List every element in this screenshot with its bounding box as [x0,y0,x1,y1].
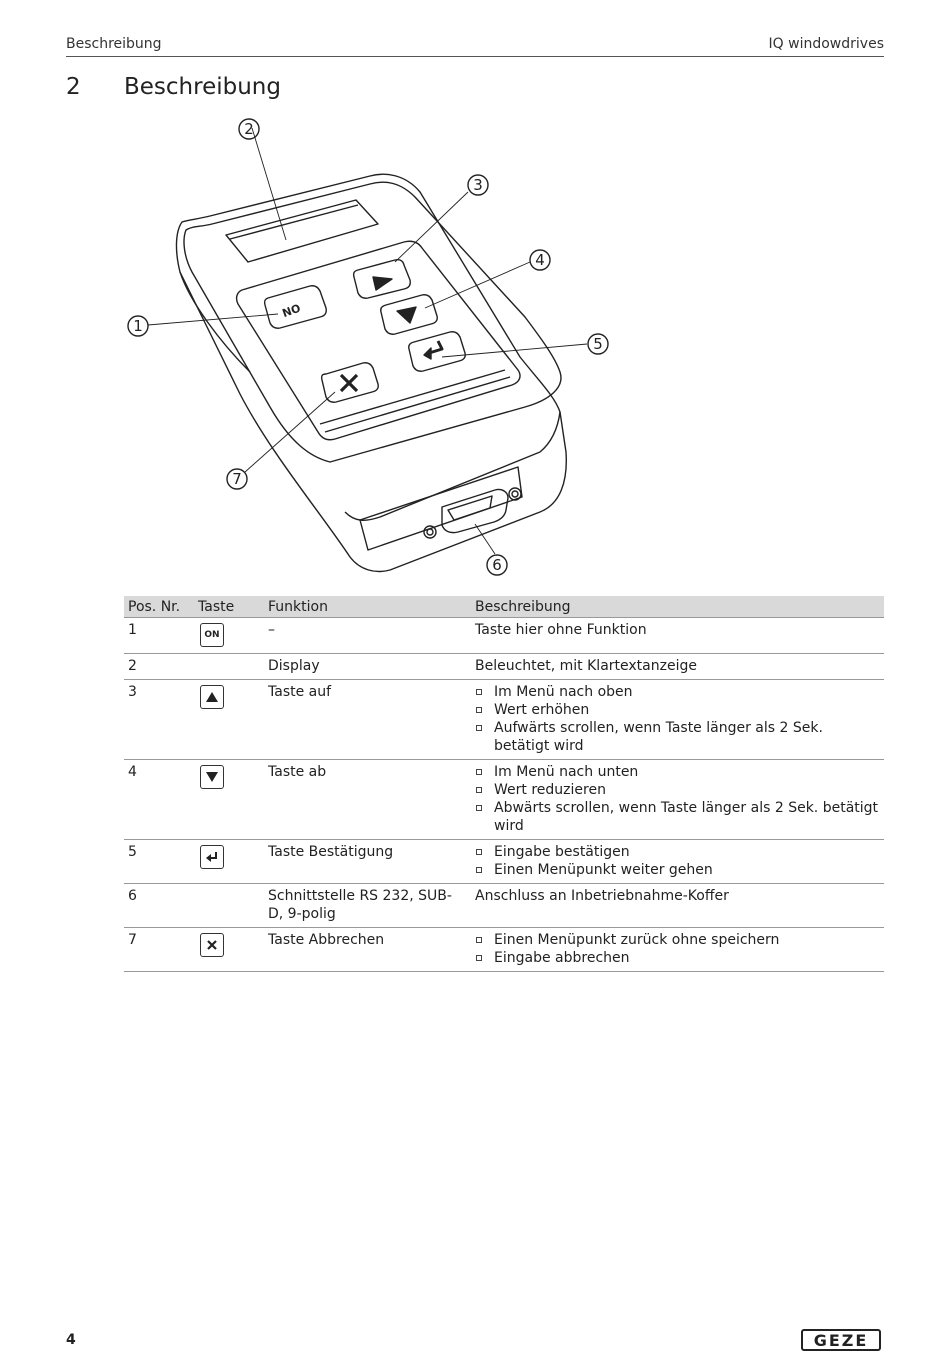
up-button-drawing [354,260,411,299]
row-function: – [264,618,471,654]
list-item: Wert erhöhen [475,701,880,719]
header-function: Funktion [264,596,471,618]
down-arrow-key-icon [200,765,224,789]
sub-d-connector [442,489,508,532]
page-header [66,34,884,57]
enter-key-icon [200,845,224,869]
row-function: Taste auf [264,680,471,760]
callout-5: 5 [593,335,603,353]
keypad-panel [237,241,520,439]
list-item: Im Menü nach unten [475,763,880,781]
row-function: Taste ab [264,760,471,840]
row-pos: 2 [124,654,194,680]
up-arrow-key-icon [200,685,224,709]
geze-logo [801,1329,881,1351]
row-function: Taste Bestätigung [264,840,471,884]
row-description-list [475,843,880,879]
list-item: Eingabe bestätigen [475,843,880,861]
row-pos: 3 [124,680,194,760]
list-item: Im Menü nach oben [475,683,880,701]
row-pos: 4 [124,760,194,840]
row-function: Display [264,654,471,680]
callout-4: 4 [535,251,545,269]
table-row [124,840,884,884]
row-pos: 1 [124,618,194,654]
list-item: Wert reduzieren [475,781,880,799]
callout-6: 6 [492,556,502,574]
row-description-list [475,683,880,755]
table-row [124,654,884,680]
row-pos: 7 [124,928,194,972]
list-item: Aufwärts scrollen, wenn Taste länger als 2 Sek. betätigt wird [475,719,880,755]
row-description: Anschluss an Inbetriebnahme-Koffer [471,884,884,928]
section-title: Beschreibung [124,74,281,100]
on-button-text: ON [280,300,303,320]
row-description-list [475,931,880,967]
key-function-table [124,596,884,972]
list-item: Einen Menüpunkt weiter gehen [475,861,880,879]
page-number: 4 [66,1332,76,1348]
on-key-icon: ON [200,623,224,647]
on-button-drawing [265,286,327,329]
row-description-list [475,763,880,835]
row-description: Taste hier ohne Funktion [471,618,884,654]
device-illustration [120,112,640,590]
row-function: Schnittstelle RS 232, SUB-D, 9-polig [264,884,471,928]
section-number: 2 [66,74,81,100]
row-pos: 5 [124,840,194,884]
table-row [124,680,884,760]
list-item: Einen Menüpunkt zurück ohne speichern [475,931,880,949]
header-product-name: IQ windowdrives [768,36,884,52]
cancel-key-icon [200,933,224,957]
header-section-name: Beschreibung [66,36,162,52]
table-row [124,760,884,840]
callout-7: 7 [232,470,242,488]
down-button-drawing [381,295,438,335]
table-header-row [124,596,884,618]
header-pos: Pos. Nr. [124,596,194,618]
callout-2: 2 [244,120,254,138]
row-pos: 6 [124,884,194,928]
row-description: Beleuchtet, mit Klartextanzeige [471,654,884,680]
enter-button-drawing [409,332,466,372]
callout-3: 3 [473,176,483,194]
list-item: Abwärts scrollen, wenn Taste länger als 2 Sek. betätigt wird [475,799,880,835]
header-key: Taste [194,596,264,618]
header-description: Beschreibung [471,596,884,618]
table-row [124,884,884,928]
logo-text: GEZE [813,1330,869,1350]
device-top-face [184,182,561,462]
row-function: Taste Abbrechen [264,928,471,972]
connector-recess [360,467,522,550]
list-item: Eingabe abbrechen [475,949,880,967]
device-body-outline [176,174,566,571]
callout-1: 1 [133,317,143,335]
display-window [226,200,378,262]
table-row [124,618,884,654]
handheld-device-drawing [120,112,640,590]
table-row [124,928,884,972]
